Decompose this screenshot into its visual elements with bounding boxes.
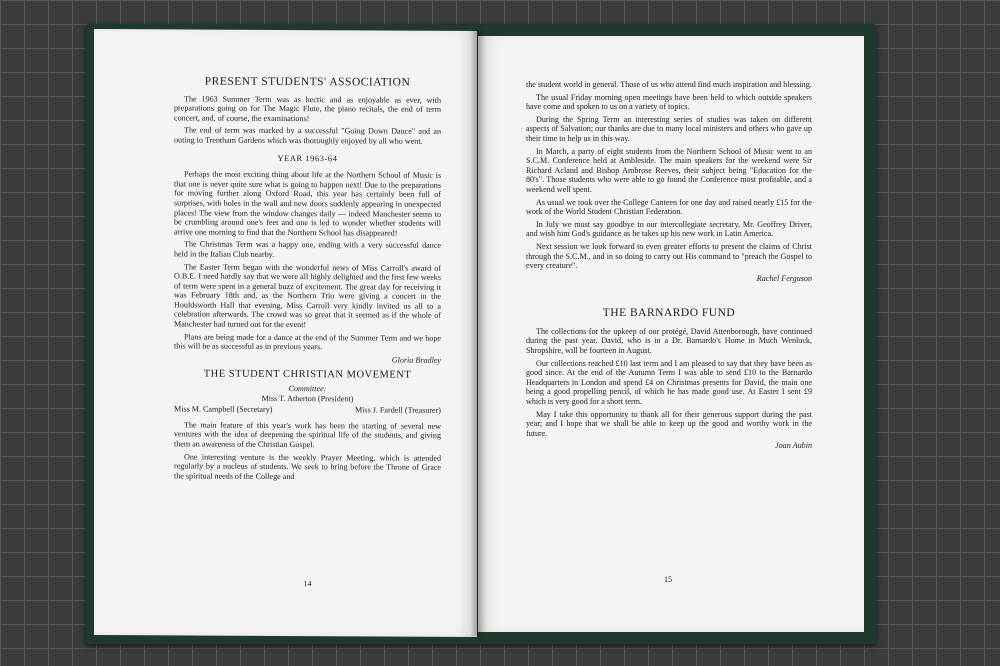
signature-joan: Joan Aubin	[775, 441, 812, 451]
committee-president: Miss T. Atherton (President)	[261, 393, 354, 403]
left-column	[174, 77, 441, 482]
scm-para-2: One interesting venture is the weekly Prayer Meeting, which is attended regularly by a nucleus of students. We seek to bring before the Throne of Grace the spiritual needs of the College and	[174, 452, 441, 481]
committee-label: Committee:	[288, 384, 327, 394]
committee-officers	[174, 405, 441, 416]
psa-para-5: The Easter Term began with the wonderful news of Miss Carroll's award of O.B.E. I need hardly say that we were all highly delighted and the first few weeks of term were spent in a general buzz of excitement. The great day for receiving it was February 18th and, as the Northern Trio were giving a concert in the Houldsworth Hall that evening, Miss Carroll very kindly invited us all to a celebration afterwards. The crowd was so great that it seemed as if the whole of Manchester had turned out for the event!	[174, 261, 441, 330]
barnardo-heading: THE BARNARDO FUND	[602, 307, 736, 320]
committee-secretary: Miss M. Campbell (Secretary)	[174, 404, 273, 415]
year-subheading: YEAR 1963-64	[277, 153, 338, 163]
page-number-left: 14	[303, 579, 312, 589]
committee-treasurer: Miss J. Fardell (Treasurer)	[354, 405, 441, 416]
psa-heading: PRESENT STUDENTS' ASSOCIATION	[204, 75, 411, 89]
psa-para-2: The end of term was marked by a successful "Going Down Dance" and an outing to Trentham Gardens which was thoroughly enjoyed by all who went.	[174, 125, 441, 146]
psa-para-3: Perhaps the most exciting thing about life at the Northern School of Music is that one is never quite sure what is going to happen next! Due to the preparations for moving further along Oxford Road, this year has certainly been full of surprises, with holes in the wall and new doors suddenly appearing in unexpected places! The view from the window changes daily — indeed Manchester seems to be crumbling around one's feet and one is led to wonder whether students will arrive one morning to find that the Northern School has disappeared!	[174, 169, 441, 238]
book-gutter	[470, 30, 486, 636]
psa-para-6: Plans are being made for a dance at the end of the Summer Term and we hope this will be as successful as in previous years.	[174, 332, 441, 352]
barnardo-para-3: May I take this opportunity to thank all for their generous support during the past year; and I hope that we shall be able to keep up the good and worthy work in the future.	[526, 409, 812, 438]
scm-para-3: the student world in general. Those of us who attend find much inspiration and blessing.	[526, 80, 812, 89]
scm-para-4: The usual Friday morning open meetings have been held to which outside speakers have come and spoken to us on a variety of topics.	[526, 92, 812, 112]
scm-para-6: In March, a party of eight students from the Northern School of Music went to an S.C.M. Conference held at Ambleside. The main speakers for the weekend were Sir Richard Acland and Bishop Ambrose Reeves, their subject being "Education for the 80's". Those students who were able to go found the Conference most profitable, and a weekend well spent.	[526, 146, 812, 194]
page-number-right: 15	[664, 575, 672, 584]
right-page	[478, 36, 864, 632]
committee-block	[174, 383, 441, 415]
psa-para-1: The 1963 Summer Term was as hectic and as enjoyable as ever, with preparations going on for The Magic Flute, the piano recitals, the end of term concert, and, of course, the examinations!	[174, 94, 441, 123]
barnardo-para-1: The collections for the upkeep of our protégé, David Attenborough, have continued during the past year. David, who is in a Dr. Barnardo's Home in Much Wenlock, Shropshire, will be fourteen in August.	[526, 326, 812, 356]
scm-para-5: During the Spring Term an interesting series of studies was taken on different aspects of Salvation; our thanks are due to many local ministers and others who gave up their time to help us in this way.	[526, 114, 812, 143]
signature-gloria: Gloria Bradley	[391, 355, 441, 365]
signature-rachel: Rachel Ferguson	[756, 273, 812, 283]
scm-heading: THE STUDENT CHRISTIAN MOVEMENT	[203, 369, 412, 382]
left-page	[94, 29, 477, 637]
scm-para-1: The main feature of this year's work has been the starting of several new ventures with the idea of deepening the spiritual life of the students, and giving them an awareness of the Christian Gospel.	[174, 420, 441, 450]
barnardo-para-2: Our collections reached £10 last term and I am pleased to say that they have been as good since. At the end of the Autumn Term I was able to send £10 to the Barnardo Headquarters in London and spend £4 on Christmas presents for David, the main one being a good propelling pencil, of which he has made good use. At Easter I sent £9 which is very good for a short term.	[526, 358, 812, 407]
psa-para-4: The Christmas Term was a happy one, ending with a very successful dance held in the Italian Club nearby.	[174, 239, 441, 259]
scm-para-8: In July we must say goodbye to our intercollegiate secretary, Mr. Geoffrey Driver, and wish him God's guidance as he takes up his new work in Latin America.	[526, 219, 812, 239]
right-column	[526, 80, 812, 451]
scm-para-9: Next session we look forward to even greater efforts to present the claims of Christ through the S.C.M., and in so doing to carry out His command to "preach the Gospel to every creature".	[526, 241, 812, 271]
scm-para-7: As usual we took over the College Canteen for one day and raised nearly £15 for the work of the World Student Christian Federation.	[526, 197, 812, 217]
